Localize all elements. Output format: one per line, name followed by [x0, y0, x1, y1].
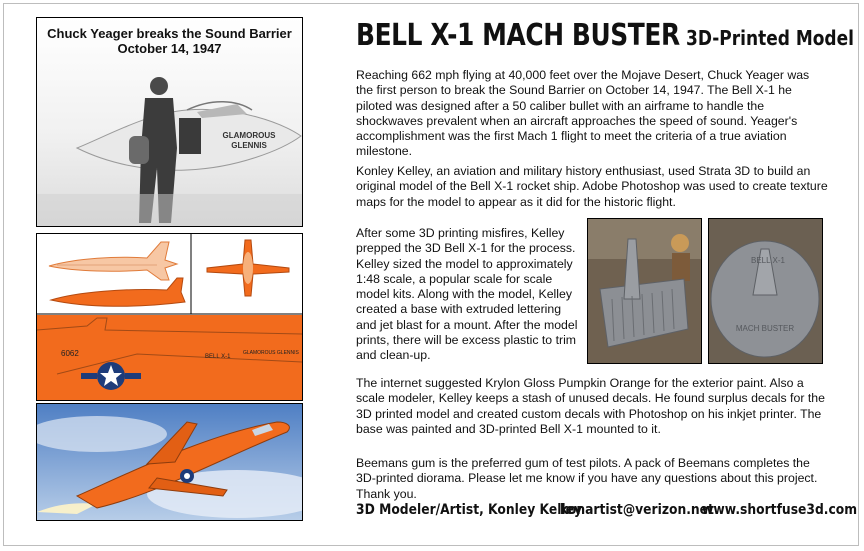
printed-base-photo	[708, 218, 823, 364]
photo-caption	[37, 26, 302, 56]
paragraph-printing: After some 3D printing misfires, Kelley prepped the 3D Bell X-1 for the process. Kelley sized the model to approximately 1:48 scale, a popular scale for scale model kits. Along with the model, Kelley created a base with extruded lettering and jet blast for a mount. After the model prints, there will be excess plastic to trim and clean-up.	[356, 226, 578, 363]
footer-email-link[interactable]: konartist@verizon.net	[560, 502, 714, 518]
nose-art-line1: GLAMOROUS	[222, 131, 276, 140]
base-lettering-line2: MACH BUSTER	[735, 324, 795, 333]
texture-map-blueprints	[36, 233, 303, 401]
yeager-historic-photo	[36, 17, 303, 227]
side-marking-text: BELL X-1	[205, 354, 231, 360]
paragraph-painting: The internet suggested Krylon Gloss Pumpkin Orange for the exterior paint. Also a scale modeler, Kelley keeps a stash of unused decals. He found surplus decals for the 3D printed model and created custom decals with Photoshop on his inkjet printer. The base was painted and 3D-printed Bell X-1 mounted to it.	[356, 376, 825, 436]
photo-caption-line2: October 14, 1947	[117, 41, 222, 56]
paragraph-modeling: Konley Kelley, an aviation and military history enthusiast, used Strata 3D to build an original model of the Bell X-1 rocket ship. Adobe Photoshop was used to create texture maps for the model to appear as it did for the historic flight.	[356, 164, 828, 209]
x1-closeup-texture	[37, 315, 302, 400]
x1-front-view-texture	[207, 240, 289, 296]
paragraph-history: Reaching 662 mph flying at 40,000 feet over the Mojave Desert, Chuck Yeager was the first person to break the Sound Barrier on October 14, 1947. The Bell X-1 he piloted was designed after a 50 caliber bullet with an airframe to handle the shockwaves prevalent when an aircraft approaches the speed of sound. Yeager's accomplishment was the first Mach 1 flight to meet the criteria of a true aviation milestone.	[356, 68, 810, 159]
page-title: BELL X-1 MACH BUSTER	[356, 18, 680, 53]
printed-model-illustration	[588, 219, 701, 363]
page-subtitle: 3D-Printed Model	[686, 26, 854, 50]
base-lettering-line1: BELL X-1	[751, 256, 785, 265]
printed-base-illustration	[709, 219, 822, 363]
blueprint-illustration	[37, 234, 302, 400]
paragraph-beemans: Beemans gum is the preferred gum of test pilots. A pack of Beemans completes the 3D-printed diorama. Please let me know if you have any questions about this project. Thank you.	[356, 456, 818, 501]
tail-number-text: 6062	[61, 349, 79, 358]
photo-caption-line1: Chuck Yeager breaks the Sound Barrier	[47, 26, 292, 41]
nose-art-line2: GLENNIS	[231, 141, 267, 150]
x1-top-view-texture	[49, 242, 177, 280]
footer-author: 3D Modeler/Artist, Konley Kelley	[356, 502, 583, 518]
x1-side-view-texture	[51, 278, 185, 306]
printed-model-photo	[587, 218, 702, 364]
x1-flight-render	[36, 403, 303, 521]
x1-flight-illustration	[37, 404, 302, 520]
nose-marking-text: GLAMOROUS GLENNIS	[243, 350, 299, 356]
footer-website-link[interactable]: www.shortfuse3d.com	[702, 502, 858, 518]
